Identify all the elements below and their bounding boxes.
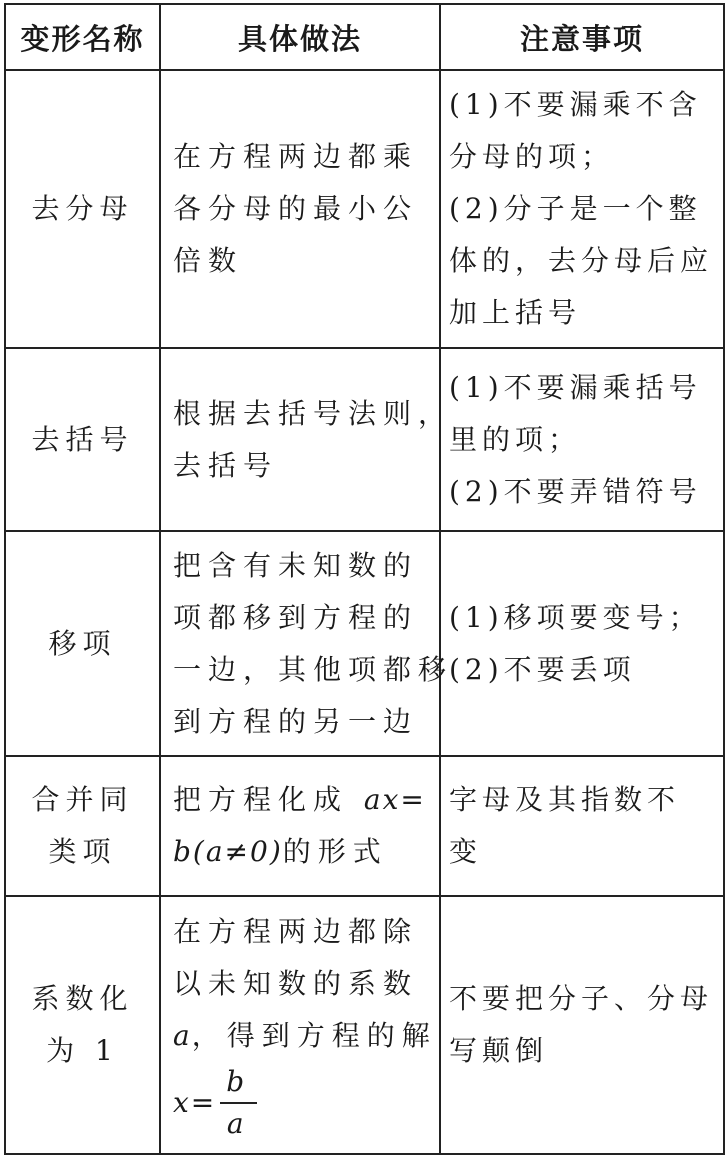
solution-formula [173, 1062, 435, 1144]
row-name-cell [5, 70, 160, 348]
notes-cell [440, 531, 724, 756]
note-line: (1)不要漏乘不含 [449, 88, 702, 121]
note-line: 变 [449, 835, 483, 868]
method-text: 把方程化成 [173, 783, 349, 816]
method-cell [160, 531, 454, 756]
method-line: 把含有未知数的 [173, 548, 419, 582]
note-line: 字母及其指数不 [449, 783, 681, 816]
method-line [173, 826, 435, 878]
fraction-numerator: b [220, 1062, 257, 1104]
table-row [5, 70, 724, 348]
equation-transformation-table [4, 3, 725, 1155]
note-line: (2)分子是一个整 [449, 192, 702, 225]
header-name: 变形名称 [5, 4, 160, 70]
row-name-cell [5, 756, 160, 896]
notes-cell [440, 756, 724, 896]
method-cell [160, 70, 440, 348]
row-name-line: 系数化 [31, 982, 134, 1015]
note-line: 体的，去分母后应 [449, 244, 714, 277]
equation-lhs: x= [173, 1086, 217, 1119]
row-name-cell [5, 531, 160, 756]
method-line: 各分母的最小公 [173, 192, 419, 225]
header-method: 具体做法 [160, 4, 440, 70]
row-name-line: 为 1 [46, 1034, 119, 1067]
row-name-cell [5, 896, 160, 1154]
method-line [173, 1010, 435, 1062]
method-cell [160, 756, 440, 896]
row-name-line: 去括号 [31, 422, 134, 456]
method-text: 的形式 [282, 835, 388, 868]
method-line: 倍数 [173, 244, 244, 277]
notes-cell [440, 70, 724, 348]
method-line: 根据去括号法则， [173, 396, 454, 430]
method-line: 在方程两边都乘 [173, 140, 419, 173]
table-row [5, 756, 724, 896]
method-text: ，得到方程的解 [191, 1019, 437, 1052]
method-cell [160, 896, 440, 1154]
note-line: 加上括号 [449, 296, 582, 329]
row-name-line: 合并同 [31, 783, 134, 816]
header-notes: 注意事项 [440, 4, 724, 70]
notes-cell [440, 896, 724, 1154]
method-line [173, 774, 435, 826]
note-line: (1)移项要变号； [449, 600, 702, 634]
note-line: 分母的项； [449, 140, 615, 173]
note-line: (2)不要丢项 [449, 652, 636, 686]
method-cell [160, 348, 454, 531]
note-line: 写颠倒 [449, 1034, 549, 1067]
equation-var: ax= [363, 783, 426, 816]
equation-transformation-table-container [4, 3, 723, 1155]
fraction [220, 1062, 257, 1144]
row-name-line: 去分母 [31, 192, 134, 225]
equation-var: b(a≠0) [173, 835, 283, 868]
table-row [5, 531, 724, 756]
method-line: 项都移到方程的 [173, 600, 419, 634]
row-name-cell [5, 348, 160, 531]
method-line: 以未知数的系数 [173, 967, 419, 1000]
note-line: 不要把分子、分母 [449, 982, 714, 1015]
equation-var: a [173, 1019, 192, 1052]
row-name-line: 移项 [48, 626, 117, 660]
method-line: 在方程两边都除 [173, 915, 419, 948]
note-line: (1)不要漏乘括号 [449, 370, 702, 404]
header-row [5, 4, 724, 70]
fraction-denominator: a [226, 1107, 251, 1140]
note-line: 里的项； [449, 422, 582, 456]
method-line: 到方程的另一边 [173, 704, 419, 738]
row-name-line: 类项 [48, 835, 117, 868]
table-row [5, 348, 724, 531]
table-row [5, 896, 724, 1154]
method-line: 去括号 [173, 448, 279, 482]
note-line: (2)不要弄错符号 [449, 474, 702, 508]
method-line: 一边，其他项都移 [173, 652, 454, 686]
notes-cell [440, 348, 724, 531]
